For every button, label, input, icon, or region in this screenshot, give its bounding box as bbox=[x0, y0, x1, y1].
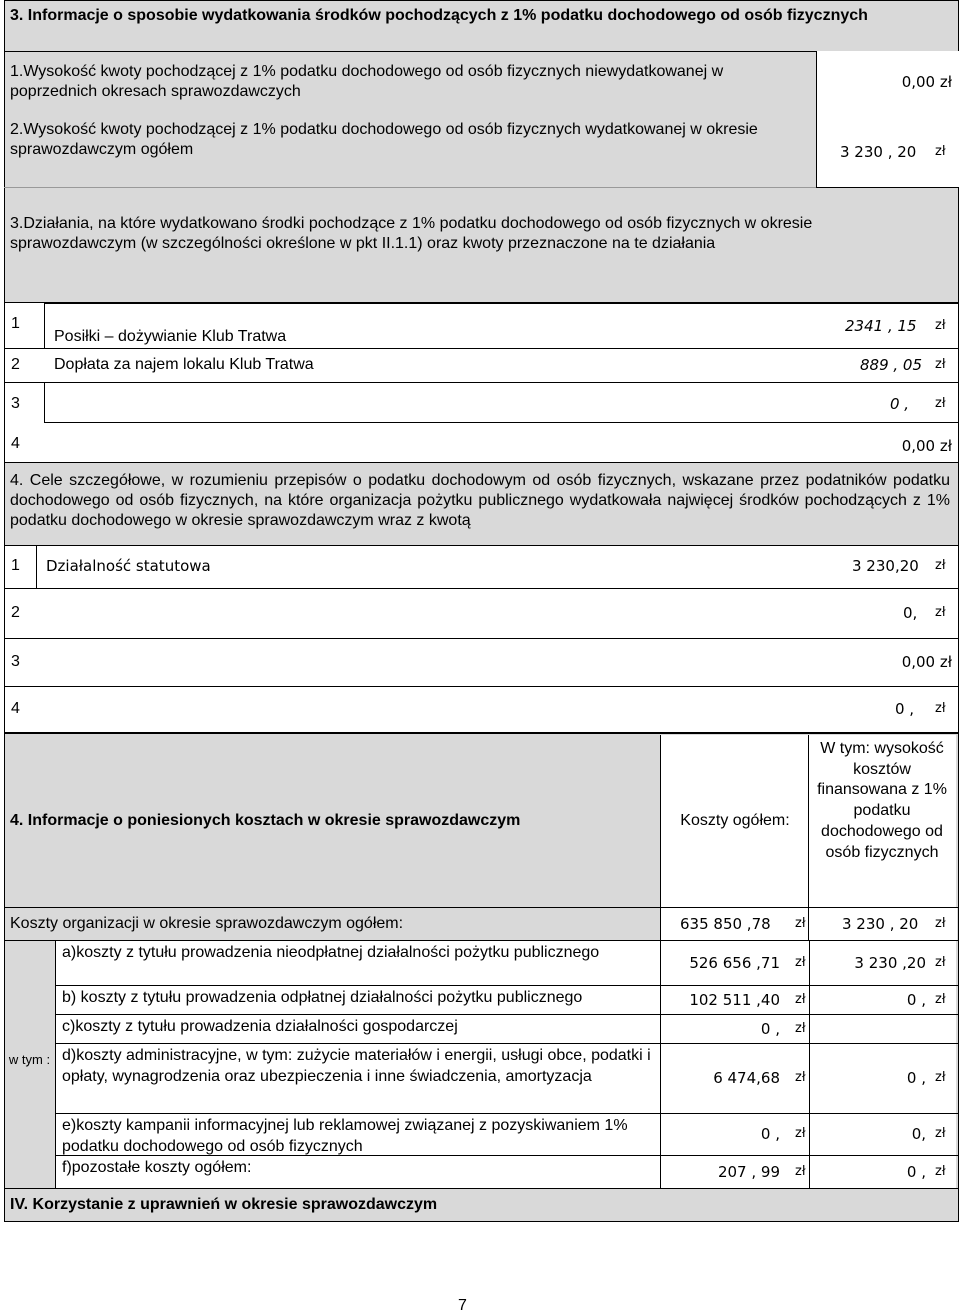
cost-row-divider bbox=[56, 1043, 959, 1044]
activity-1-name: Posiłki – dożywianie Klub Tratwa bbox=[54, 328, 287, 345]
goal-2-num: 2 bbox=[11, 604, 20, 621]
cost-row-label: e)koszty kampanii informacyjnej lub reklamowej związanej z pozyskiwaniem 1% podatku dochodowego od osób fizycznych bbox=[62, 1117, 628, 1155]
goal-3-num: 3 bbox=[11, 653, 20, 670]
cost-row-total: 6 474,68 bbox=[713, 1069, 780, 1087]
activity-4-num: 4 bbox=[11, 435, 20, 452]
cost-row-total: 102 511 ,40 bbox=[689, 991, 780, 1009]
cost-row-total: 0 , bbox=[760, 1020, 780, 1038]
activity-2-currency: zł bbox=[935, 357, 946, 372]
section3-item1-label: 1.Wysokość kwoty pochodzącej z 1% podatku dochodowego od osób fizycznych niewydatkowanej w poprzednich okresach sprawozdawczych bbox=[10, 63, 724, 100]
costs-col-1pct: W tym: wysokość kosztów finansowana z 1% podatku dochodowego od osób fizycznych bbox=[817, 740, 947, 861]
cost-row-1pct-currency: zł bbox=[935, 955, 946, 970]
section3-item2-currency: zł bbox=[935, 144, 946, 159]
goal-1-name: Działalność statutowa bbox=[46, 557, 211, 575]
cost-row-1pct: 0 , bbox=[906, 991, 926, 1009]
goal-3-amount: 0,00 zł bbox=[901, 653, 952, 671]
cost-row-divider bbox=[56, 1155, 959, 1156]
goal-1-num: 1 bbox=[11, 557, 20, 574]
activity-2-num: 2 bbox=[11, 356, 20, 373]
goals-label: 4. Cele szczegółowe, w rozumieniu przepisów o podatku dochodowym od osób fizycznych, wskazane przez podatników podatku dochodowego od osób fizycznych, na które organizacja pożytku publicznego wydatkowała najwięcej środków pochodzących z 1% podatku dochodowego w okresie sprawozdawczym wraz z kwotą bbox=[10, 472, 950, 529]
activity-1-currency: zł bbox=[935, 318, 946, 333]
cost-row-total: 0 , bbox=[760, 1125, 780, 1143]
costs-total-1pct: 3 230 , 20 bbox=[842, 915, 919, 933]
cost-row-1pct: 0 , bbox=[906, 1069, 926, 1087]
cost-row-1pct: 3 230 ,20 bbox=[854, 954, 926, 972]
goal-4-amount: 0 , bbox=[895, 700, 915, 718]
activity-3-amount: 0 , bbox=[890, 395, 910, 413]
cost-row-label: b) koszty z tytułu prowadzenia odpłatnej działalności pożytku publicznego bbox=[62, 989, 583, 1006]
cost-row-1pct-currency: zł bbox=[935, 1126, 946, 1141]
goal-2-amount: 0, bbox=[903, 604, 918, 622]
goal-1-amount: 3 230,20 bbox=[852, 557, 919, 575]
cost-row-divider bbox=[56, 1014, 959, 1015]
cost-row-label: c)koszty z tytułu prowadzenia działalności gospodarczej bbox=[62, 1018, 458, 1035]
section3-item1-amount: 0,00 zł bbox=[901, 73, 952, 91]
goal-2-currency: zł bbox=[935, 605, 946, 620]
cost-row-label: f)pozostałe koszty ogółem: bbox=[62, 1159, 252, 1176]
goal-4-currency: zł bbox=[935, 701, 946, 716]
cost-row-divider bbox=[56, 1113, 959, 1114]
costs-title: 4. Informacje o poniesionych kosztach w okresie sprawozdawczym bbox=[10, 812, 521, 829]
costs-total-1pct-currency: zł bbox=[935, 916, 946, 931]
goal-4-num: 4 bbox=[11, 700, 20, 717]
cost-row-total-currency: zł bbox=[795, 1021, 806, 1036]
activity-3-num: 3 bbox=[11, 395, 20, 412]
cost-row-total: 207 , 99 bbox=[717, 1163, 780, 1181]
cost-row-1pct-currency: zł bbox=[935, 1164, 946, 1179]
cost-row-total: 526 656 ,71 bbox=[689, 954, 780, 972]
page-number: 7 bbox=[458, 1297, 467, 1314]
cost-row-total-currency: zł bbox=[795, 1126, 806, 1141]
cost-row-1pct-currency: zł bbox=[935, 1070, 946, 1085]
section3-item2-amount: 3 230 , 20 bbox=[840, 143, 917, 161]
activity-3-currency: zł bbox=[935, 396, 946, 411]
activity-1-amount: 2341 , 15 bbox=[845, 317, 917, 335]
section3-item3-label: 3.Działania, na które wydatkowano środki pochodzące z 1% podatku dochodowego od osób fizycznych w okresie sprawozdawczym (w szczególności określone w pkt II.1.1) oraz kwoty przeznaczone na te działania bbox=[10, 215, 813, 252]
cost-row-total-currency: zł bbox=[795, 1164, 806, 1179]
section-iv-title: IV. Korzystanie z uprawnień w okresie sprawozdawczym bbox=[10, 1196, 438, 1213]
costs-w-tym: w tym : bbox=[8, 1052, 51, 1067]
activity-2-name: Dopłata za najem lokalu Klub Tratwa bbox=[54, 356, 314, 373]
activity-1-num: 1 bbox=[11, 315, 20, 332]
cost-row-label: a)koszty z tytułu prowadzenia nieodpłatnej działalności pożytku publicznego bbox=[62, 944, 600, 961]
activity-2-amount: 889 , 05 bbox=[860, 356, 923, 374]
activity-4-amount: 0,00 zł bbox=[901, 437, 952, 455]
section3-title: 3. Informacje o sposobie wydatkowania środków pochodzących z 1% podatku dochodowego od osób fizycznych bbox=[10, 7, 868, 24]
costs-col-total: Koszty ogółem: bbox=[680, 812, 790, 829]
cost-row-1pct-currency: zł bbox=[935, 992, 946, 1007]
costs-total-currency: zł bbox=[795, 916, 806, 931]
goal-1-currency: zł bbox=[935, 558, 946, 573]
cost-row-1pct: 0, bbox=[911, 1125, 926, 1143]
cost-row-total-currency: zł bbox=[795, 992, 806, 1007]
costs-total-label: Koszty organizacji w okresie sprawozdawczym ogółem: bbox=[10, 915, 404, 932]
cost-row-total-currency: zł bbox=[795, 955, 806, 970]
cost-row-divider bbox=[56, 985, 959, 986]
cost-row-1pct: 0 , bbox=[906, 1163, 926, 1181]
costs-total-amount: 635 850 ,78 bbox=[680, 915, 771, 933]
cost-row-total-currency: zł bbox=[795, 1070, 806, 1085]
cost-row-label: d)koszty administracyjne, w tym: zużycie materiałów i energii, usługi obce, podatki i opłaty, wynagrodzenia oraz ubezpieczenia i inne świadczenia, amortyzacja bbox=[62, 1047, 651, 1085]
section3-item2-label: 2.Wysokość kwoty pochodzącej z 1% podatku dochodowego od osób fizycznych wydatkowanej w okresie sprawozdawczym ogółem bbox=[10, 121, 758, 158]
